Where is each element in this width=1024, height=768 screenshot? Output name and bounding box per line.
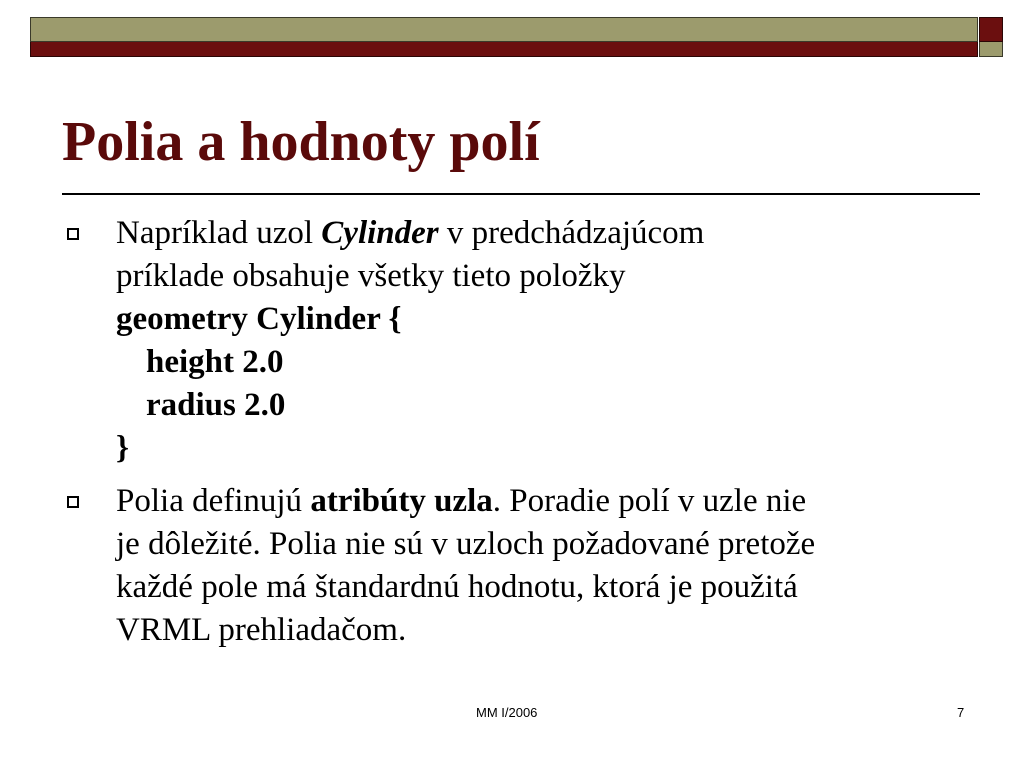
header-band-olive	[30, 17, 978, 42]
header-band-maroon	[30, 42, 978, 57]
bullet-fields-definition	[116, 480, 976, 652]
bullet-cylinder-example	[116, 212, 976, 470]
bullet-line: je dôležité. Polia nie sú v uzloch požadované pretože	[116, 526, 816, 562]
page-number: 7	[957, 705, 965, 720]
cylinder-term: Cylinder	[321, 215, 439, 251]
title-divider	[62, 193, 980, 195]
bullet-line: každé pole má štandardnú hodnotu, ktorá je použitá	[116, 569, 798, 605]
bullet-square-icon	[67, 496, 79, 508]
header-corner-maroon	[979, 17, 1003, 42]
code-line: }	[116, 430, 130, 466]
footer-label: MM I/2006	[476, 705, 538, 720]
bullet-line: VRML prehliadačom.	[116, 612, 407, 648]
bullet-line: príklade obsahuje všetky tieto položky	[116, 258, 626, 294]
slide-title: Polia a hodnoty polí	[62, 111, 540, 173]
header-corner-olive	[979, 42, 1003, 57]
bullet-line: Polia definujú atribúty uzla. Poradie polí v uzle nie	[116, 483, 807, 519]
bullet-square-icon	[67, 228, 79, 240]
code-line: radius 2.0	[146, 387, 286, 423]
code-line: height 2.0	[146, 344, 284, 380]
node-attributes-term: atribúty uzla	[310, 483, 493, 519]
bullet-line: Napríklad uzol Cylinder v predchádzajúcom	[116, 215, 705, 251]
code-line: geometry Cylinder {	[116, 301, 402, 337]
